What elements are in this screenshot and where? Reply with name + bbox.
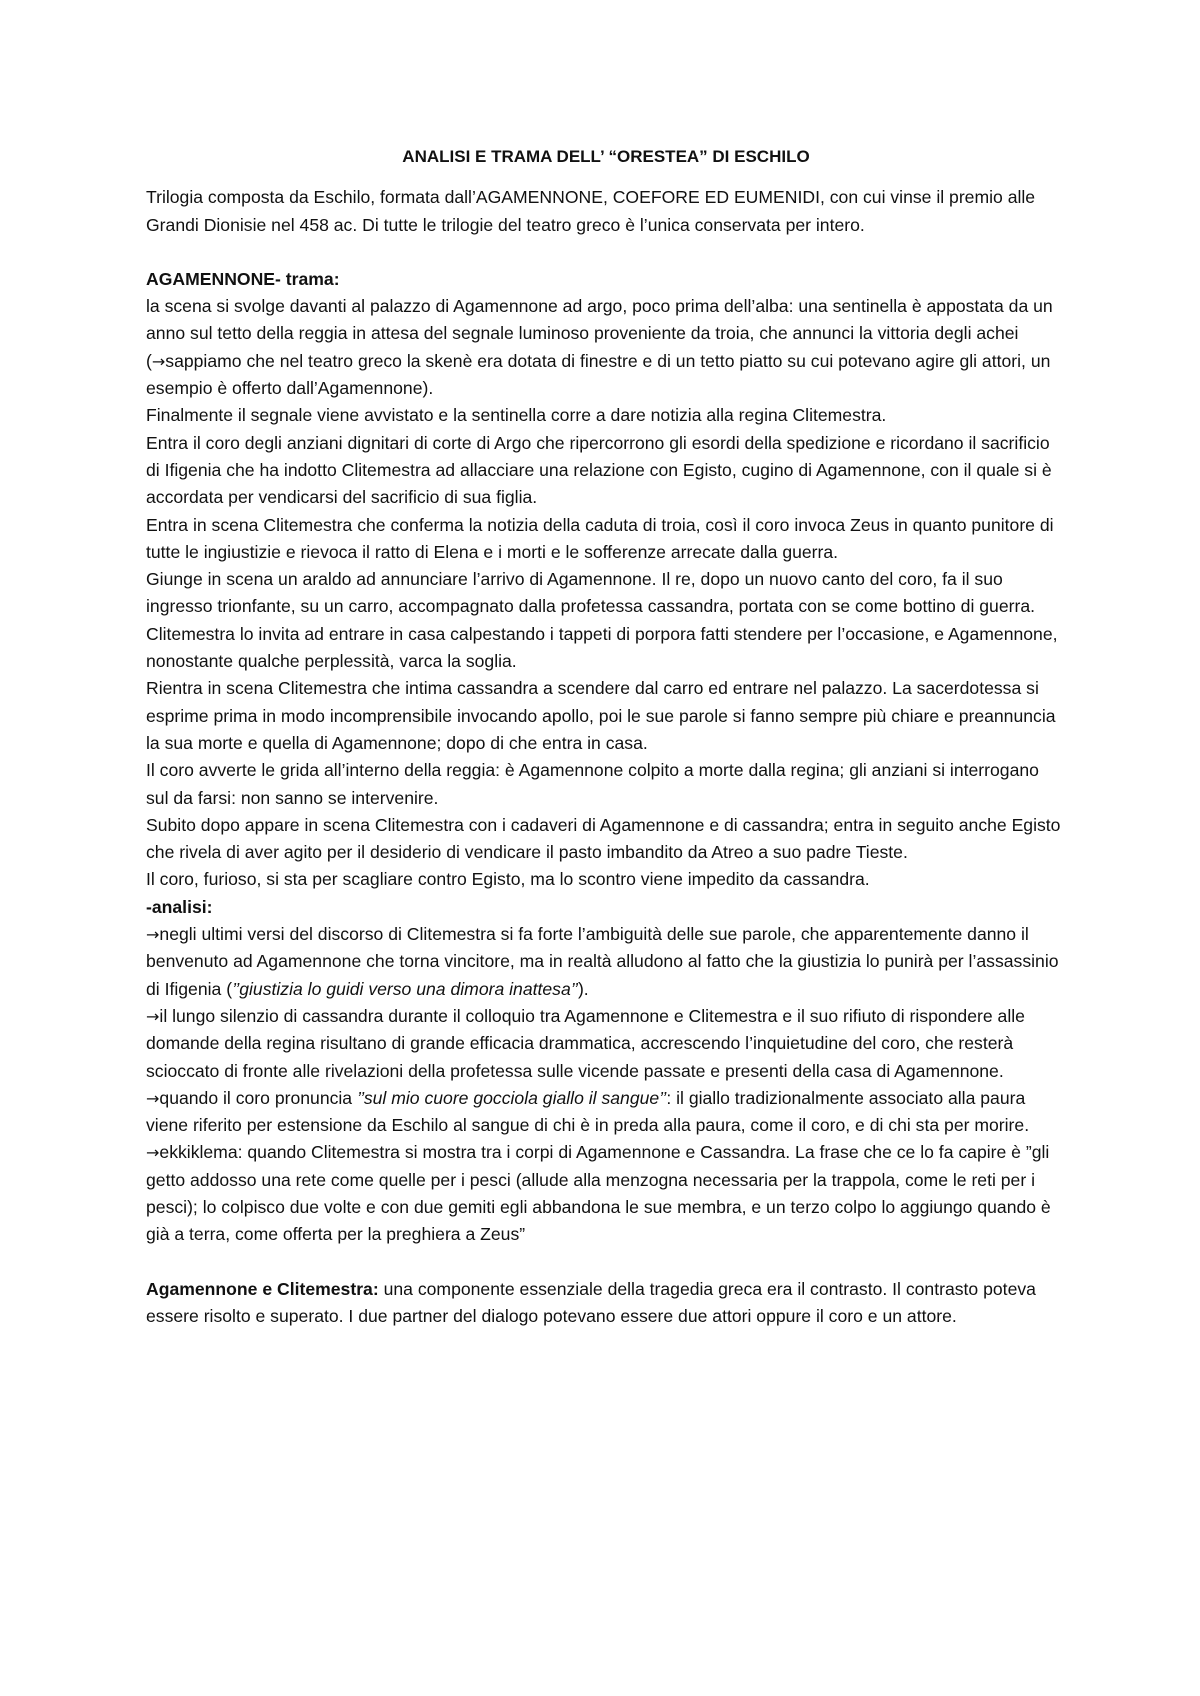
analysis-a4-text: ekkiklema: quando Clitemestra si mostra tra i corpi di Agamennone e Cassandra. La frase che ce lo fa capire è ”gli getto addosso una rete come quelle per i pesci (allude alla menzogna necessaria per la trappola, come le reti per i pesci); lo colpisco due volte e con due gemiti egli abbandona le sue membra, e un terzo colpo lo aggiungo quando è già a terra, come offerta per la preghiera a Zeus” [146,1142,1051,1245]
plot-paragraph-10: Il coro, furioso, si sta per scagliare contro Egisto, ma lo scontro viene impedito da cassandra. [146,869,870,890]
analysis-a3-quote: ’’sul mio cuore gocciola giallo il sangue’’ [356,1087,667,1108]
analysis-a1-start: negli ultimi versi del discorso di Clitemestra si fa forte l’ambiguità delle sue parole, che apparentemente danno il benvenuto ad Agamennone che torna vincitore, ma in realtà alludono al fatto che la giustizia lo punirà per l’assassinio di Ifigenia ( [146,924,1059,999]
plot-heading-text: AGAMENNONE- trama: [146,268,340,289]
plot-paragraph-4: Entra in scena Clitemestra che conferma la notizia della caduta di troia, così il coro invoca Zeus in quanto punitore di tutte le ingiustizie e rievoca il ratto di Elena e i morti e le sofferenze arrecate dalla guerra. [146,514,1054,562]
analysis-heading [146,894,1066,921]
right-arrow-icon: → [151,351,166,371]
intro-paragraph: Trilogia composta da Eschilo, formata dall’AGAMENNONE, COEFORE ED EUMENIDI, con cui vinse il premio alle Grandi Dionisie nel 458 ac. Di tutte le trilogie del teatro greco è l’unica conservata per intero. [146,187,1036,235]
analysis-a1-end: ). [577,978,589,999]
conclusion-text: una componente essenziale della tragedia greca era il contrasto. Il contrasto poteva essere risolto e superato. I due partner del dialogo potevano essere due attori oppure il coro e un attore. [146,1278,1036,1326]
plot-heading [146,266,1066,293]
plot-p1-start: la scena si svolge davanti al palazzo di Agamennone ad argo, poco prima dell’alba: una sentinella è appostata da un anno sul tetto della reggia in attesa del segnale luminoso proveniente da troia, che annunci la vittoria degli achei ( [146,296,1053,371]
plot-paragraph-1 [146,293,1066,402]
analysis-point-2 [146,1003,1066,1085]
plot-paragraph-7: Rientra in scena Clitemestra che intima cassandra a scendere dal carro ed entrare nel palazzo. La sacerdotessa si esprime prima in modo incomprensibile invocando apollo, poi le sue parole si fanno sempre più chiare e preannuncia la sua morte e quella di Agamennone; dopo di che entra in casa. [146,678,1056,753]
analysis-point-1 [146,921,1066,1003]
conclusion-paragraph [146,1276,1066,1331]
analysis-a3-end: : il giallo tradizionalmente associato alla paura viene riferito per estensione da Eschilo al sangue di chi è in preda alla paura, come il coro, e di chi sta per morire. [146,1087,1030,1136]
plot-paragraph-5: Giunge in scena un araldo ad annunciare l’arrivo di Agamennone. Il re, dopo un nuovo canto del coro, fa il suo ingresso trionfante, su un carro, accompagnato dalla profetessa cassandra, portata con se come bottino di guerra. [146,569,1035,617]
plot-p1-end: sappiamo che nel teatro greco la skenè era dotata di finestre e di un tetto piatto su cui potevano agire gli attori, un esempio è offerto dall’Agamennone). [146,350,1051,399]
analysis-a3-start: quando il coro pronuncia [159,1087,357,1108]
analysis-a1-quote: ’’giustizia lo guidi verso una dimora inattesa’’ [232,978,578,999]
analysis-point-3 [146,1085,1066,1140]
analysis-point-4 [146,1139,1066,1248]
right-arrow-icon: → [146,1006,160,1026]
right-arrow-icon: → [146,1088,160,1108]
spacer [146,239,1066,266]
conclusion-heading: Agamennone e Clitemestra: [146,1278,379,1299]
document-body [146,143,1066,1330]
plot-paragraph-3: Entra il coro degli anziani dignitari di corte di Argo che ripercorrono gli esordi della spedizione e ricordano il sacrificio di Ifigenia che ha indotto Clitemestra ad allacciare una relazione con Egisto, cugino di Agamennone, con il quale si è accordata per vendicarsi del sacrificio di sua figlia. [146,432,1052,508]
document-title: ANALISI E TRAMA DELL’ “ORESTEA” DI ESCHILO [402,147,810,166]
analysis-heading-text: -analisi: [146,896,213,917]
right-arrow-icon: → [146,925,160,945]
plot-paragraph-9: Subito dopo appare in scena Clitemestra con i cadaveri di Agamennone e di cassandra; entra in seguito anche Egisto che rivela di aver agito per il desiderio di vendicare il pasto imbandito da Atreo a suo padre Tieste. [146,814,1061,863]
analysis-a2-text: il lungo silenzio di cassandra durante il colloquio tra Agamennone e Clitemestra e il suo rifiuto di rispondere alle domande della regina risultano di grande efficacia drammatica, accrescendo l’inquietudine del coro, che resterà scioccato di fronte alle rivelazioni della profetessa sulle vicende passate e presenti della casa di Agamennone. [146,1005,1025,1081]
right-arrow-icon: → [146,1143,160,1163]
plot-paragraph-8: Il coro avverte le grida all’interno della reggia: è Agamennone colpito a morte dalla regina; gli anziani si interrogano sul da farsi: non sanno se intervenire. [146,760,1039,808]
plot-paragraph-6: Clitemestra lo invita ad entrare in casa calpestando i tappeti di porpora fatti stendere per l’occasione, e Agamennone, nonostante qualche perplessità, varca la soglia. [146,623,1058,672]
plot-paragraph-2: Finalmente il segnale viene avvistato e la sentinella corre a dare notizia alla regina Clitemestra. [146,405,887,426]
spacer [146,1249,1066,1276]
